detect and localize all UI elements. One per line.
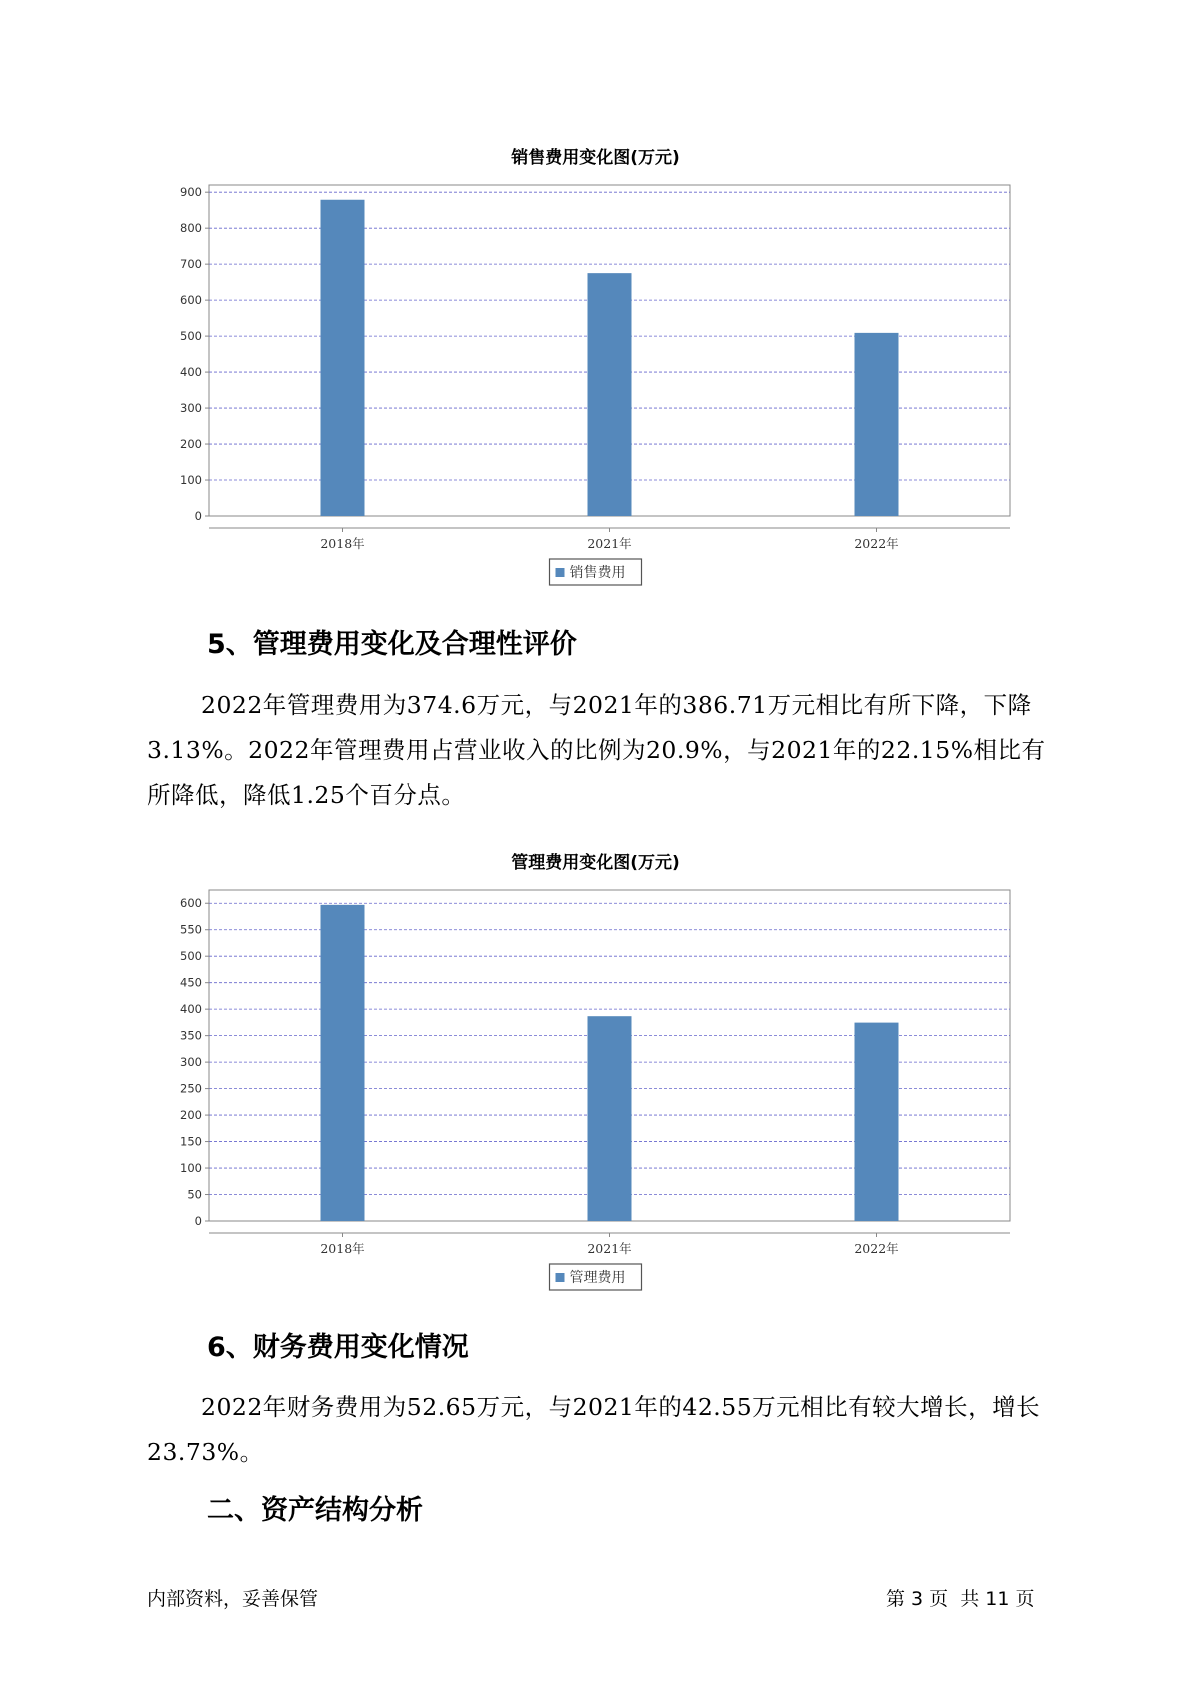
bar [588,273,632,516]
y-tick-label: 700 [180,257,202,272]
y-tick-label: 100 [180,473,202,488]
y-tick-label: 150 [180,1134,202,1149]
y-tick-label: 600 [180,896,202,911]
bar [855,1023,899,1221]
legend-swatch [556,1273,565,1282]
legend-label: 销售费用 [569,565,626,581]
y-tick-label: 600 [180,293,202,308]
legend-swatch [556,568,565,577]
y-tick-label: 250 [180,1081,202,1096]
y-tick-label: 900 [180,185,202,200]
y-tick-label: 450 [180,975,202,990]
chart2-title: 管理费用变化图(万元) [511,853,680,873]
y-tick-label: 350 [180,1028,202,1043]
x-tick-label: 2022年 [854,536,899,551]
section-2-heading: 二、资产结构分析 [207,1495,423,1526]
section-6-paragraph: 2022年财务费用为52.65万元，与2021年的42.55万元相比有较大增长，增长23.73%。 [147,1393,1041,1466]
x-tick-label: 2018年 [320,536,365,551]
y-tick-label: 500 [180,949,202,964]
y-tick-label: 800 [180,221,202,236]
chart1-title: 销售费用变化图(万元) [511,148,680,168]
bar [321,200,365,516]
y-tick-label: 300 [180,401,202,416]
x-tick-label: 2021年 [587,536,632,551]
x-tick-label: 2021年 [587,1241,632,1256]
section-6-heading: 6、财务费用变化情况 [207,1332,469,1363]
y-tick-label: 0 [194,1214,202,1228]
y-tick-label: 200 [180,1108,202,1123]
y-tick-label: 300 [180,1055,202,1070]
y-tick-label: 400 [180,1002,202,1017]
x-tick-label: 2018年 [320,1241,365,1256]
footer-page-number: 第 3 页 共 11 页 [886,1588,1035,1610]
y-tick-label: 500 [180,329,202,344]
bar [321,905,365,1221]
bar [855,333,899,516]
section-5-paragraph: 2022年管理费用为374.6万元，与2021年的386.71万元相比有所下降，下降3.13%。2022年管理费用占营业收入的比例为20.9%，与2021年的22.15%相比有所降低，降低1.25个百分点。 [147,691,1046,809]
y-tick-label: 0 [194,509,202,523]
chart-sales-expense [150,170,1020,610]
y-tick-label: 400 [180,365,202,380]
footer-confidential: 内部资料，妥善保管 [147,1588,319,1610]
legend-label: 管理费用 [569,1270,626,1286]
chart-admin-expense [150,875,1020,1315]
y-tick-label: 100 [180,1161,202,1176]
y-tick-label: 50 [187,1187,202,1202]
y-tick-label: 200 [180,437,202,452]
y-tick-label: 550 [180,922,202,937]
section-5-heading: 5、管理费用变化及合理性评价 [207,629,577,660]
x-tick-label: 2022年 [854,1241,899,1256]
bar [588,1016,632,1221]
